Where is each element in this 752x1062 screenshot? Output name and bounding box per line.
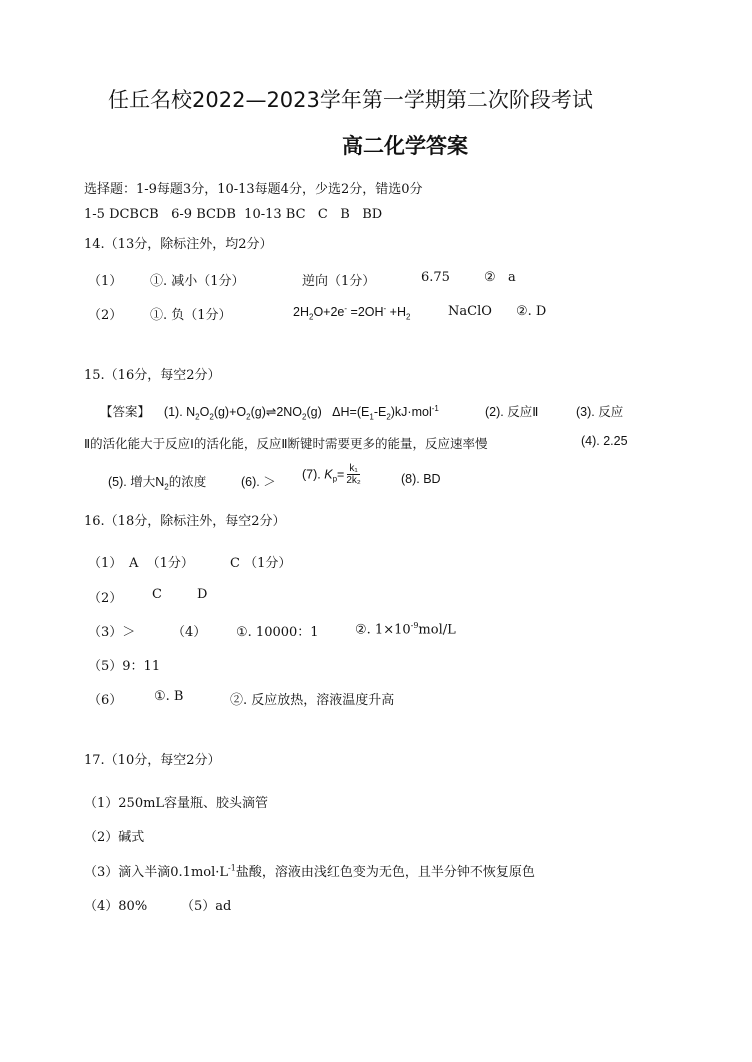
choice-rule: 选择题：1-9每题3分，10-13每题4分，少选2分，错选0分 [84, 182, 423, 197]
page-subtitle: 高二化学答案 [342, 134, 468, 158]
choice-answers: 1-5 DCBCB 6-9 BCDB 10-13 BC C B BD [84, 207, 383, 222]
q15-line2: Ⅱ的活化能大于反应Ⅰ的活化能，反应Ⅱ断键时需要更多的能量，反应速率慢 [84, 437, 488, 451]
q15-kp-fraction: $\frac{\text{k₁}}{\text{2k₂}}$ [346, 463, 361, 486]
q14-r2-equation: $2H_2O+2e^- =2OH^- +H_2$ [293, 304, 411, 322]
q14-r2-c: NaClO [448, 304, 492, 319]
q17-l2: （2）碱式 [84, 830, 145, 845]
q14-r1-b: 逆向（1分） [302, 274, 376, 289]
q15-answer-tag: 【答案】 [100, 405, 151, 419]
q15-header: 15.（16分，每空2分） [84, 368, 221, 383]
q16-r1-a: A （1分） [129, 556, 194, 571]
q14-r2-d: ②. D [516, 304, 547, 319]
q16-r6-a: ①. B [154, 689, 184, 704]
q15-p3: (3). 反应 [576, 405, 624, 419]
q16-r2-b: D [197, 587, 208, 602]
q16-r3-c: ①. 10000：1 [236, 625, 319, 640]
q16-r2-a: C [152, 587, 162, 602]
q15-p8: (8). BD [401, 472, 441, 486]
q17-l1: （1）250mL容量瓶、胶头滴管 [84, 796, 269, 811]
q16-header: 16.（18分，除标注外，每空2分） [84, 514, 286, 529]
q16-r1-num: （1） [88, 556, 123, 571]
q15-p7: (7). $K_p=$ $\frac{\text{k₁}}{\text{2k₂}}$ [302, 463, 361, 486]
q15-p4: (4). 2.25 [581, 434, 628, 448]
q14-header: 14.（13分，除标注外，均2分） [84, 237, 273, 252]
q16-r6-num: （6） [88, 693, 123, 708]
q17-l3: （3）滴入半滴$0.1mol\cdot L^{-1}$盐酸，溶液由浅红色变为无色，且半分钟不恢复原色 [84, 863, 535, 880]
q14-r2-a: ①. 负（1分） [150, 308, 232, 323]
q16-r3-b: （4） [172, 625, 207, 640]
q15-p2: (2). 反应Ⅱ [485, 405, 539, 419]
q16-r3-num: （3）＞ [88, 625, 136, 640]
q15-p5: (5). 增大$N_2$的浓度 [108, 475, 207, 492]
q17-l4: （4）80% [84, 899, 148, 914]
q14-r1-num: （1） [88, 274, 123, 289]
page-title: 任丘名校2022—2023学年第一学期第二次阶段考试 [108, 88, 593, 112]
q17-l5: （5）ad [181, 899, 232, 914]
q17-header: 17.（10分，每空2分） [84, 753, 221, 768]
q15-p6: (6). ＞ [241, 475, 276, 489]
q14-r1-c: 6.75 [421, 270, 450, 285]
q16-r6-b: ②. 反应放热，溶液温度升高 [230, 693, 395, 708]
q16-r3-d: ②. $1\times 10^{-9}mol/L$ [355, 621, 456, 638]
q15-line1: 【答案】 (1). $N_2O_2(g)+O_2(g)\rightleftharpoons 2NO_2(g)$ $\Delta H=(E_1-E_2)kJ\cdot mol^{-1}$ [100, 403, 439, 422]
q16-r1-b: C （1分） [230, 556, 292, 571]
q14-r2-num: （2） [88, 308, 123, 323]
q14-r1-a: ①. 减小（1分） [150, 274, 245, 289]
q16-r2-num: （2） [88, 591, 123, 606]
q14-r1-d: ② a [484, 270, 516, 285]
q16-r5: （5）9：11 [88, 659, 161, 674]
